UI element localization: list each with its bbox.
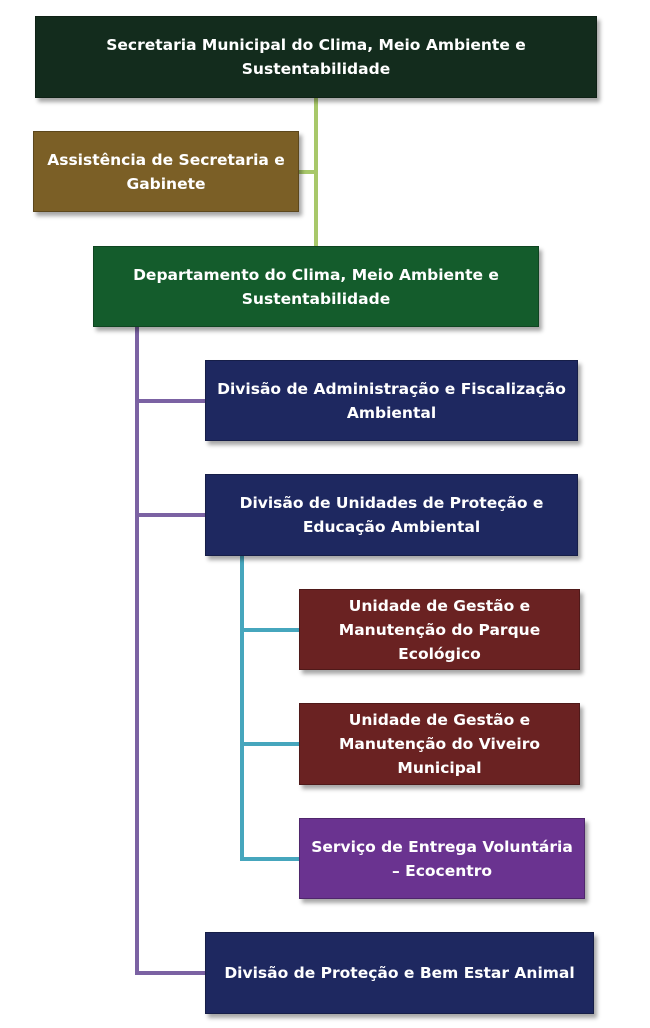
node-servico-ecocentro-label: Serviço de Entrega Voluntária – Ecocentro bbox=[311, 837, 573, 880]
node-assistencia bbox=[33, 131, 299, 212]
node-departamento bbox=[93, 246, 539, 327]
node-servico-ecocentro bbox=[299, 818, 585, 899]
node-unid-viveiro bbox=[299, 703, 580, 785]
node-div-unidades-label: Divisão de Unidades de Proteção e Educação Ambiental bbox=[239, 494, 544, 536]
node-secretaria bbox=[35, 16, 597, 98]
node-div-protecao-animal bbox=[205, 932, 594, 1014]
node-departamento-label: Departamento do Clima, Meio Ambiente e Sustentabilidade bbox=[133, 265, 499, 308]
node-secretaria-label: Secretaria Municipal do Clima, Meio Ambiente e Sustentabilidade bbox=[106, 36, 526, 78]
node-unid-parque bbox=[299, 589, 580, 670]
node-unid-parque-label: Unidade de Gestão e Manutenção do Parque Ecológico bbox=[338, 596, 541, 663]
node-div-administracao bbox=[205, 360, 578, 441]
node-div-protecao-animal-label: Divisão de Proteção e Bem Estar Animal bbox=[224, 964, 575, 982]
node-div-unidades bbox=[205, 474, 578, 556]
node-div-administracao-label: Divisão de Administração e Fiscalização Ambiental bbox=[217, 379, 566, 422]
node-assistencia-label: Assistência de Secretaria e Gabinete bbox=[47, 150, 285, 193]
node-unid-viveiro-label: Unidade de Gestão e Manutenção do Viveiro Municipal bbox=[338, 711, 540, 777]
